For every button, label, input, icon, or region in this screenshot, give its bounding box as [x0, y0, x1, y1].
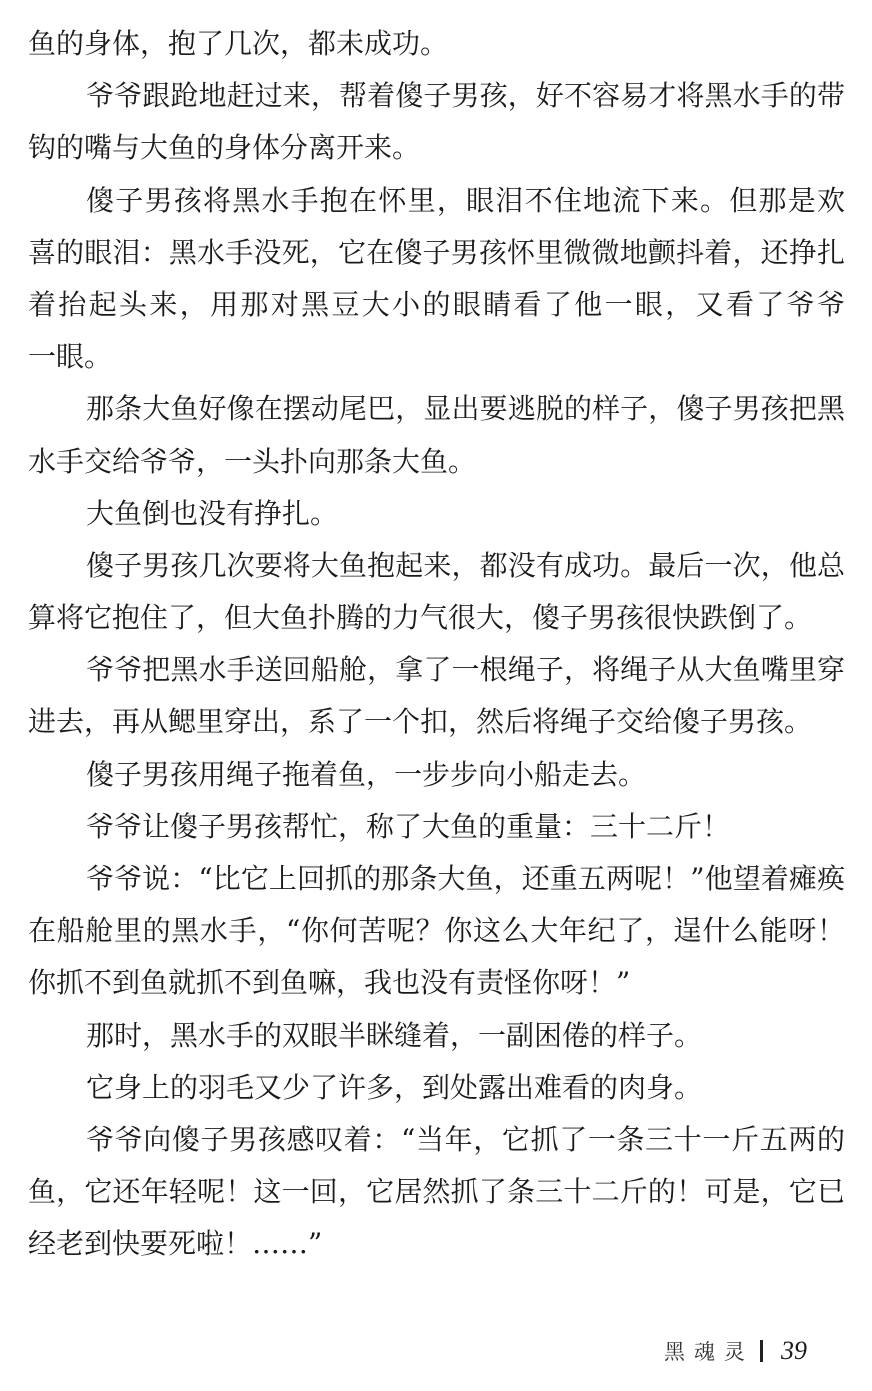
text-line: 鱼，它还年轻呢！这一回，它居然抓了条三十二斤的！可是，它已	[28, 1175, 845, 1209]
text-line: 爷爷跟跄地赶过来，帮着傻子男孩，好不容易才将黑水手的带	[86, 79, 845, 113]
paragraph	[28, 644, 845, 748]
text-line: 进去，再从鳃里穿出，系了一个扣，然后将绳子交给傻子男孩。	[28, 705, 813, 739]
text-line: 你抓不到鱼就抓不到鱼嘛，我也没有责怪你呀！”	[28, 966, 631, 1000]
text-line: 一眼。	[28, 340, 113, 374]
paragraph	[28, 175, 845, 384]
text-line: 大鱼倒也没有挣扎。	[86, 496, 339, 530]
paragraph	[28, 540, 845, 644]
text-line: 喜的眼泪：黑水手没死，它在傻子男孩怀里微微地颤抖着，还挣扎	[28, 235, 845, 269]
text-line: 它身上的羽毛又少了许多，到处露出难看的肉身。	[86, 1070, 703, 1104]
page-footer	[664, 1334, 807, 1368]
paragraph	[28, 749, 845, 801]
body-text	[28, 18, 845, 1271]
paragraph	[28, 1114, 845, 1271]
text-line: 在船舱里的黑水手，“你何苦呢？你这么大年纪了，逞什么能呀！	[28, 914, 845, 948]
text-line: 傻子男孩几次要将大鱼抱起来，都没有成功。最后一次，他总	[86, 548, 845, 582]
running-title: 黑魂灵	[664, 1340, 754, 1364]
paragraph	[28, 488, 845, 540]
footer-divider	[760, 1340, 763, 1362]
paragraph	[28, 70, 845, 174]
text-line: 钩的嘴与大鱼的身体分离开来。	[28, 131, 421, 165]
paragraph	[28, 853, 845, 1010]
paragraph	[28, 18, 845, 70]
paragraph	[28, 383, 845, 487]
text-line: 傻子男孩将黑水手抱在怀里，眼泪不住地流下来。但那是欢	[86, 183, 845, 217]
text-line: 水手交给爷爷，一头扑向那条大鱼。	[28, 444, 477, 478]
text-line: 爷爷说：“比它上回抓的那条大鱼，还重五两呢！”他望着瘫痪	[86, 862, 845, 895]
text-line: 鱼的身体，抱了几次，都未成功。	[28, 27, 449, 60]
text-line: 那时，黑水手的双眼半眯缝着，一副困倦的样子。	[86, 1018, 703, 1052]
text-line: 傻子男孩用绳子拖着鱼，一步步向小船走去。	[86, 757, 647, 791]
text-line: 算将它抱住了，但大鱼扑腾的力气很大，傻子男孩很快跌倒了。	[28, 601, 813, 635]
text-line: 爷爷把黑水手送回船舱，拿了一根绳子，将绳子从大鱼嘴里穿	[86, 653, 845, 687]
paragraph	[28, 1062, 845, 1114]
text-line: 经老到快要死啦！……”	[28, 1227, 323, 1261]
text-line: 着抬起头来，用那对黑豆大小的眼睛看了他一眼，又看了爷爷	[28, 287, 845, 321]
page-number: 39	[781, 1336, 807, 1365]
text-line: 爷爷让傻子男孩帮忙，称了大鱼的重量：三十二斤！	[86, 809, 731, 843]
text-line: 那条大鱼好像在摆动尾巴，显出要逃脱的样子，傻子男孩把黑	[86, 392, 845, 426]
text-line: 爷爷向傻子男孩感叹着：“当年，它抓了一条三十一斤五两的	[86, 1122, 845, 1156]
paragraph	[28, 1010, 845, 1062]
paragraph	[28, 801, 845, 853]
